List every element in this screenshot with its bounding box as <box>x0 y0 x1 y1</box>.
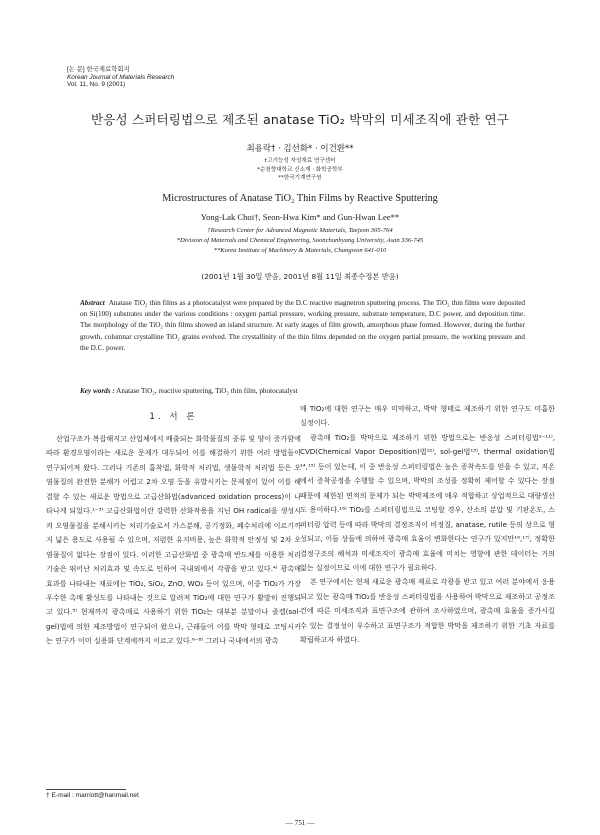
footnote-email: † E-mail : marriott@hanmail.net <box>46 792 139 799</box>
affiliation-en-3: **Korea Institute of Machinery & Materials, Changwon 641-010 <box>213 247 387 254</box>
journal-header <box>67 66 174 89</box>
keywords <box>80 387 525 395</box>
page-number: — 751 — <box>285 819 315 827</box>
footnote-rule <box>46 789 126 790</box>
abstract <box>80 298 525 354</box>
right-paragraph-1: 매 TiO₂에 대한 연구는 매우 미약하고, 박막 형태로 제조하기 위한 연구도 미흡한 실정이다. <box>300 404 555 428</box>
affiliation-ko-3: **한국기계연구원 <box>278 175 322 182</box>
affiliation-ko-2: *순천향대학교 신소재 · 화학공학부 <box>257 166 343 173</box>
affiliation-en-1: †Research Center for Advanced Magnetic Materials, Taejeon 305-764 <box>207 227 393 234</box>
abstract-label: Abstract <box>80 299 105 307</box>
journal-line-3: Vol. 11, No. 9 (2001) <box>67 81 126 89</box>
abstract-text: Anatase TiO₂ thin films as a photocatalyst were prepared by the D.C reactive magnetron sputtering process. The TiO₂ thin films were deposited on Si(100) substrates under the various conditions : oxygen partial pressure, working pressure, substrate temperature, D.C power, and deposition time. The morphology of the TiO₂ thin films showed an island structure. At early stages of film growth, amorphous phase formed. However, during the further growth, columnar crystalline TiO₂ grains evolved. The crystallinity of the thin films depended on the oxygen partial pressure, the working pressure and the D.C. power. <box>80 299 525 352</box>
right-column <box>300 402 555 648</box>
title-english: Microstructures of Anatase TiO₂ Thin Films by Reactive Sputtering <box>162 193 438 204</box>
keywords-text: Anatase TiO₂, reactive sputtering, TiO₂ thin film, photocatalyst <box>116 387 298 395</box>
authors-english: Yong-Lak Choi†, Seon-Hwa Kim* and Gun-Hwan Lee** <box>200 212 400 222</box>
affiliation-en-2: *Division of Materials and Chemical Engineering, Soonchunhyang University, Asan 336-745 <box>176 237 424 244</box>
right-paragraph-3: 본 연구에서는 현재 새로운 광촉매 재료로 각광을 받고 있고 여러 분야에서 응용되고 있는 광촉매 TiO₂를 반응성 스퍼터링법을 사용하여 박막으로 제조하고 공정조건에 따른 미세조직과 표면구조에 관하여 조사하였으며, 광촉매 효율을 증가시킬 수 있는 결정성이 우수하고 표면구조가 적합한 박막을 제조하기 위한 기초 자료를 확립하고자 하였다. <box>300 577 555 645</box>
authors-korean: 최용락† · 김선화* · 이건환** <box>246 144 354 154</box>
section-title-introduction: 1. 서 론 <box>149 412 198 422</box>
keywords-label: Key words : <box>80 387 115 395</box>
left-paragraph-1: 산업구조가 복잡해지고 산업체에서 배출되는 화학물질의 종류 및 양이 증가함에 따라 환경오염이라는 새로운 문제가 대두되어 이를 해결하기 위한 여러 방법들이 연구되어져 왔다. 그러나 기존의 흡착법, 화학적 처리법, 생물학적 처리법 등은 오염물질의 완전한 분해가 어렵고 2차 오염 등을 유발시키는 문제점이 있어 이를 해결할 수 있는 새로운 방법으로 고급산화법(advanced oxidation process)이 나타나게 되었다.¹⁻³⁾ 고급산화법이란 강력한 산화작용을 지닌 OH radical을 생성시켜 오염물질을 분해시키는 처리기술로서 가스분해, 공기정화, 폐수처리에 이르기까지 넓은 용도로 사용될 수 있으며, 저렴한 유지비용, 높은 화학적 안정성 및 2차 오염물질이 없다는 장점이 있다. 이러한 고급산화법 중 광촉매 반도체를 이용한 처리기술은 뛰어난 처리효과 및 속도로 인하여 국내외에서 각광을 받고 있다.⁴⁾ 광촉매 효과를 나타내는 재료에는 TiO₂, SiO₂, ZnO, WO₃ 등이 있으며, 이중 TiO₂가 가장 우수한 촉매 활성도를 나타내는 것으로 알려져 TiO₂에 대한 연구가 활발히 진행되고 있다.⁵⁾ 현재까지 광촉매로 사용하기 위한 TiO₂는 대부분 분말이나 졸겔(sol-gel)법에 의한 제조방법이 연구되어 왔으나, 근래들어 이를 박막 형태로 코팅시키는 연구가 이미 실용화 단계에까지 이르고 있다.⁶⁻⁸⁾ 그러나 국내에서의 광촉 <box>46 434 301 646</box>
right-paragraph-2: 광촉매 TiO₂를 박막으로 제조하기 위한 방법으로는 반응성 스퍼터링법⁹⁻¹¹⁾, CVD(Chemical Vapor Deposition)법¹²⁾, sol-gel법¹³⁾, thermal oxidation법¹⁴,¹⁵⁾ 등이 있는데, 이 중 반응성 스퍼터링법은 높은 증착속도를 얻을 수 있고, 저온에서 증착공정을 수행할 수 있으며, 박막의 조성을 정확히 제어할 수 있다는 장점 때문에 제한된 면적의 문제가 되는 박막제조에 매우 적합하고 상업적으로 대량생산도 용이하다.¹⁶⁾ TiO₂를 스퍼터링법으로 코팅할 경우, 산소의 분압 및 기판온도, 스퍼터링 압력 등에 따라 박막의 결정조직이 비정질, anatase, rutile 등의 상으로 형성되고, 이들 상들에 의하여 광촉매 효율이 변화한다는 연구가 있지만¹⁶,¹⁷⁾, 정확한 결정구조의 해석과 미세조직이 광촉매 효율에 미치는 영향에 관한 데이터는 거의 없는 실정이므로 이에 대한 연구가 필요하다. <box>300 432 555 572</box>
journal-line-2: Korean Journal of Materials Research <box>67 73 175 81</box>
affiliations-korean <box>0 157 600 183</box>
affiliation-ko-1: †고기능성 자성재료 연구센터 <box>264 158 336 164</box>
title-korean: 반응성 스퍼터링법으로 제조된 anatase TiO₂ 박막의 미세조직에 관한 연구 <box>90 112 510 127</box>
left-column <box>46 404 301 649</box>
journal-line-1: [논 문] 한국재료학회지 <box>67 66 130 73</box>
affiliations-english <box>0 226 600 256</box>
received-dates: (2001년 1월 30일 받음, 2001년 8월 11일 최종수정본 받음) <box>201 272 399 281</box>
